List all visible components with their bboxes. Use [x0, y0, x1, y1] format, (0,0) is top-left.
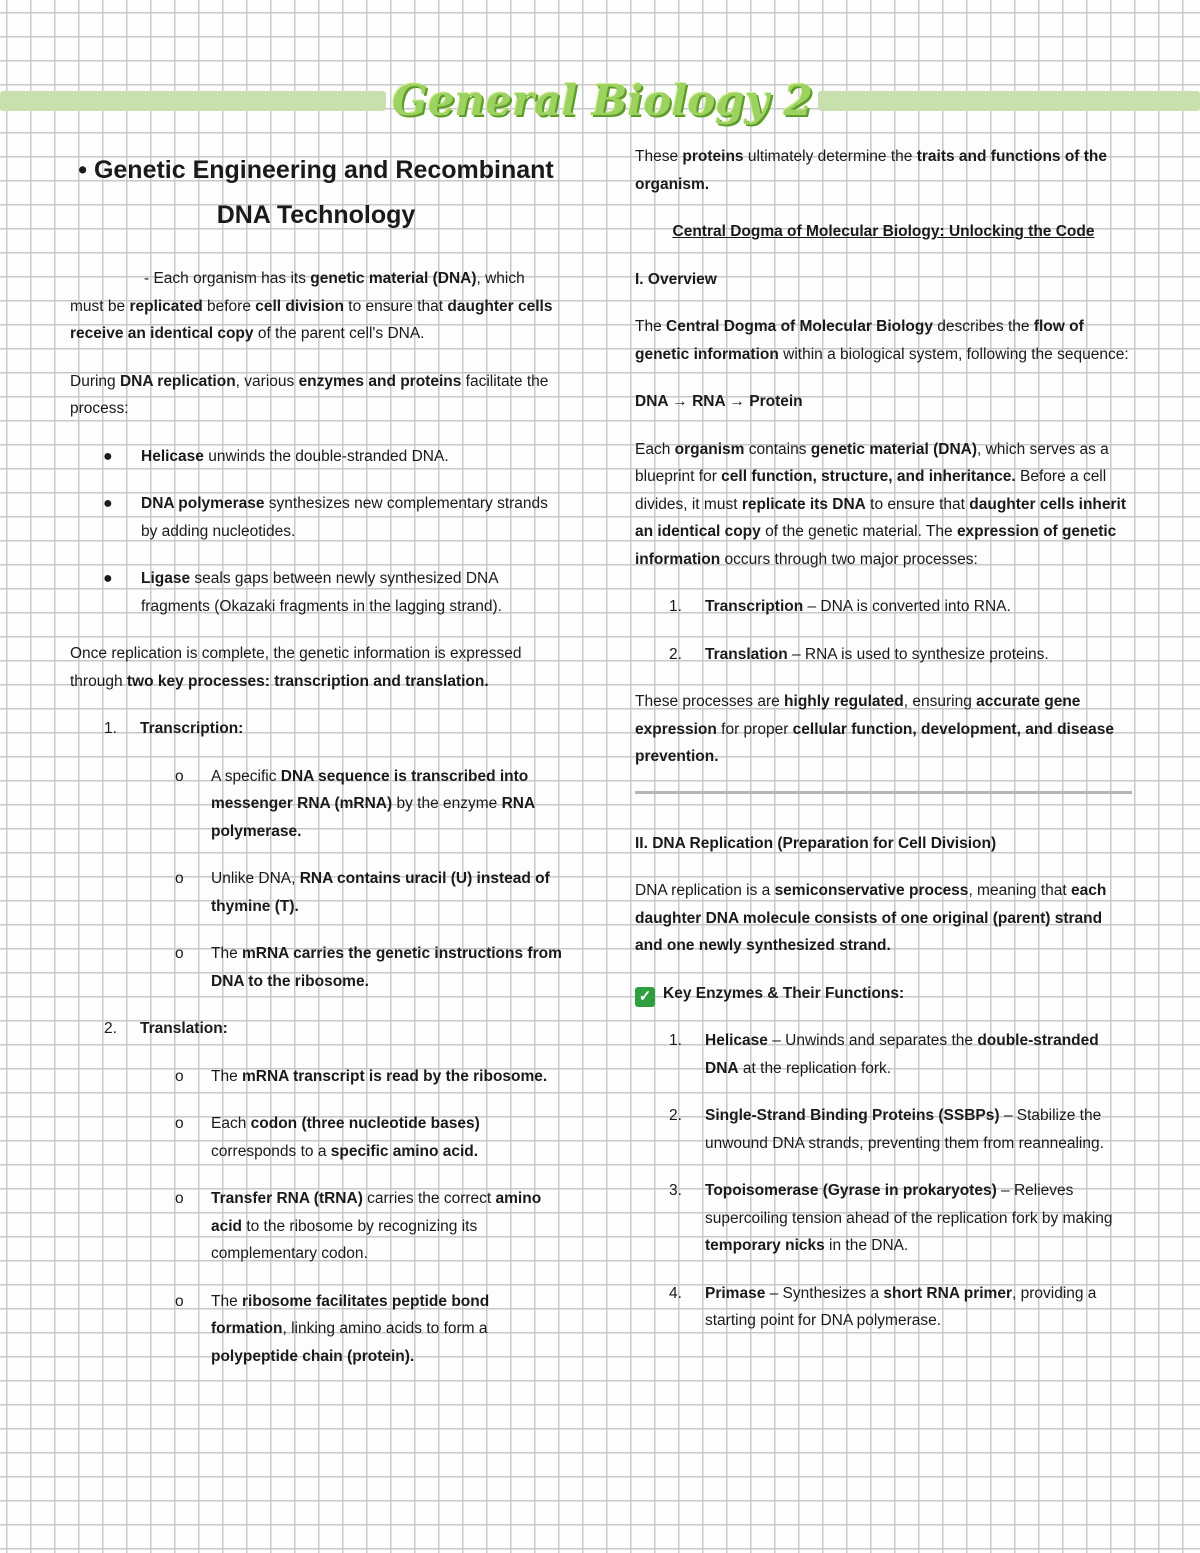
replication-heading: II. DNA Replication (Preparation for Cell Division): [635, 834, 997, 852]
bold-text: cell function, structure, and inheritance.: [721, 468, 1016, 485]
key-enzymes-list: [635, 1027, 1132, 1335]
bold-text: accurate gene expression: [635, 693, 1081, 738]
horizontal-divider: [635, 791, 1132, 794]
text-run: , ensuring: [903, 693, 977, 710]
checkbox-icon: ✓: [635, 987, 655, 1007]
list-text: [705, 1285, 1096, 1330]
sub-bullet-text: [211, 945, 562, 990]
text-run: describes the: [933, 318, 1034, 335]
text-run: ultimately determine the: [743, 148, 917, 165]
text-run: Unlike DNA,: [211, 870, 300, 887]
text-run: , which must be: [70, 270, 525, 315]
bold-text: Transcription: [705, 598, 804, 615]
central-dogma-title: Central Dogma of Molecular Biology: Unlocking the Code: [672, 223, 1095, 240]
circle-bullet-icon: o: [175, 767, 184, 785]
list-text: [705, 1182, 1113, 1254]
list-number: 1.: [104, 720, 117, 737]
bold-text: polypeptide chain (protein).: [211, 1347, 415, 1365]
bold-text: daughter cells inherit an identical copy: [635, 495, 1127, 540]
bullet-text: [141, 495, 548, 540]
bold-text: genetic material (DNA): [810, 440, 977, 458]
circle-bullet-icon: o: [175, 945, 184, 962]
bold-text: enzymes and proteins: [298, 372, 462, 390]
bold-text: specific amino acid.: [330, 1142, 479, 1160]
bold-text: each daughter DNA molecule consists of one original (parent) strand and one newly synthesized strand.: [635, 882, 1107, 954]
bold-text: daughter cells receive an identical copy: [70, 297, 553, 342]
text-run: - Each organism has its: [144, 270, 311, 287]
organism-paragraph: [635, 436, 1132, 574]
circle-bullet-icon: o: [175, 1115, 184, 1132]
page-header: [0, 76, 1200, 132]
text-run: before: [202, 297, 256, 315]
list-number: 3.: [669, 1182, 682, 1199]
bold-text: traits and functions of the organism.: [635, 148, 1108, 193]
bold-text: organism: [674, 440, 745, 458]
bold-text: Single-Strand Binding Proteins (SSBPs): [705, 1107, 1000, 1124]
semiconservative-paragraph: [635, 877, 1132, 960]
bold-text: DNA replication: [119, 372, 236, 390]
sub-bullet-text: [211, 768, 535, 840]
bold-text: DNA sequence is transcribed into messenger RNA (mRNA): [211, 767, 529, 812]
text-run: , meaning that: [968, 882, 1071, 899]
text-run: unwinds the double-stranded DNA.: [203, 447, 449, 465]
list-number: 1.: [669, 598, 682, 615]
replication-paragraph: [70, 368, 562, 423]
bold-text: ribosome facilitates peptide bond formation: [211, 1292, 490, 1337]
right-column: [635, 143, 1132, 1355]
sub-bullet-text: [211, 1293, 489, 1365]
text-run: – Synthesizes a: [765, 1284, 884, 1302]
dogma-sequence: DNA → RNA → Protein: [635, 393, 803, 410]
text-run: The: [211, 945, 243, 962]
text-run: During: [70, 372, 120, 390]
process-steps-list: [70, 715, 562, 1370]
text-run: The: [211, 1067, 243, 1085]
regulation-paragraph: [635, 688, 1132, 771]
text-run: These: [635, 148, 683, 165]
bold-text: expression of genetic information: [635, 523, 1117, 568]
list-text: [705, 646, 1049, 663]
list-item: [70, 490, 562, 545]
text-run: The: [635, 318, 667, 335]
text-run: at the replication fork.: [738, 1059, 892, 1077]
bold-text: RNA polymerase.: [211, 795, 535, 840]
bold-text: Helicase: [141, 447, 204, 465]
text-run: – Stabilize the unwound DNA strands, preventing them from reannealing.: [705, 1107, 1104, 1152]
text-run: facilitate the process:: [70, 372, 549, 417]
bold-text: replicated: [129, 297, 203, 315]
text-run: Each: [211, 1115, 251, 1132]
sub-list-item: [140, 865, 562, 920]
overview-paragraph: [635, 313, 1132, 368]
sub-bullet-text: [211, 1190, 541, 1262]
list-item: [70, 565, 562, 620]
text-run: , linking amino acids to form a: [282, 1320, 488, 1337]
list-text: [705, 1032, 1099, 1077]
step-label: Transcription:: [140, 720, 244, 737]
sub-bullet-list: [140, 1063, 562, 1371]
text-run: A specific: [211, 767, 281, 785]
major-processes-list: [635, 593, 1132, 668]
bold-text: semiconservative process: [774, 882, 969, 899]
list-text: [705, 1107, 1104, 1152]
list-item: [70, 1015, 562, 1370]
proteins-paragraph: [635, 143, 1132, 198]
sub-bullet-list: [140, 763, 562, 996]
list-item: [70, 715, 562, 995]
section-heading: • Genetic Engineering and Recombinant DNA Technology: [78, 156, 554, 229]
text-run: – RNA is used to synthesize proteins.: [787, 645, 1049, 663]
bullet-icon: ●: [103, 570, 113, 587]
text-run: – DNA is converted into RNA.: [803, 598, 1011, 615]
text-run: to ensure that: [865, 495, 970, 513]
bold-text: flow of genetic information: [635, 318, 1084, 363]
circle-bullet-icon: o: [175, 1067, 184, 1085]
bold-text: Topoisomerase (Gyrase in prokaryotes): [705, 1182, 997, 1199]
list-item: [635, 593, 1132, 621]
text-run: , providing a starting point for DNA polymerase.: [705, 1284, 1097, 1329]
text-run: DNA replication is a: [635, 882, 775, 899]
bold-text: cellular function, development, and disease prevention.: [635, 720, 1114, 765]
bullet-icon: ●: [103, 447, 113, 465]
text-run: The: [211, 1292, 243, 1310]
bold-text: replicate its DNA: [741, 495, 866, 513]
text-run: in the DNA.: [824, 1237, 909, 1254]
text-run: – Relieves supercoiling tension ahead of the replication fork by making: [705, 1182, 1113, 1227]
sub-list-item: [140, 940, 562, 995]
bold-text: double-stranded DNA: [705, 1032, 1099, 1077]
sub-list-item: [140, 1185, 562, 1268]
overview-heading: I. Overview: [635, 270, 717, 288]
list-number: 2.: [669, 1107, 682, 1124]
list-item: [635, 1102, 1132, 1157]
bold-text: highly regulated: [784, 693, 904, 710]
sub-bullet-text: [211, 1115, 480, 1160]
text-run: occurs through two major processes:: [720, 550, 978, 568]
sub-list-item: [140, 763, 562, 846]
bold-text: cell division: [255, 297, 344, 315]
bold-text: Ligase: [141, 570, 191, 587]
bold-text: genetic material (DNA): [310, 270, 477, 287]
text-run: by the enzyme: [392, 795, 502, 812]
sub-bullet-text: [211, 870, 550, 915]
header-bar-right: [818, 91, 1200, 111]
list-number: 1.: [669, 1032, 682, 1049]
list-number: 2.: [669, 645, 682, 663]
intro-paragraph: [70, 265, 562, 348]
text-run: to the ribosome by recognizing its complementary codon.: [211, 1217, 478, 1262]
expression-paragraph: [70, 640, 562, 695]
text-run: corresponds to a: [211, 1142, 331, 1160]
text-run: seals gaps between newly synthesized DNA fragments (Okazaki fragments in the lagging strand).: [141, 570, 502, 615]
list-item: [635, 1027, 1132, 1082]
sub-list-item: [140, 1063, 562, 1091]
bold-text: short RNA primer: [883, 1284, 1012, 1302]
text-run: These processes are: [635, 693, 785, 710]
bold-text: mRNA transcript is read by the ribosome.: [242, 1067, 548, 1085]
circle-bullet-icon: o: [175, 870, 184, 887]
circle-bullet-icon: o: [175, 1292, 184, 1310]
list-item: [635, 1177, 1132, 1260]
bullet-text: [141, 570, 502, 615]
bold-text: Central Dogma of Molecular Biology: [666, 318, 933, 335]
bold-text: Helicase: [705, 1032, 768, 1049]
bold-text: temporary nicks: [705, 1237, 825, 1254]
bold-text: Transfer RNA (tRNA): [211, 1190, 363, 1207]
list-number: 4.: [669, 1284, 682, 1302]
bold-text: amino acid: [211, 1190, 542, 1235]
circle-bullet-icon: o: [175, 1190, 184, 1207]
left-column: [70, 148, 562, 1390]
text-run: , various: [235, 372, 299, 390]
text-run: contains: [744, 440, 811, 458]
header-bar-left: [0, 91, 386, 111]
page-title: General Biology 2: [392, 76, 813, 125]
text-run: , which serves as a blueprint for: [635, 440, 1109, 485]
text-run: to ensure that: [343, 297, 448, 315]
text-run: for proper: [716, 720, 793, 738]
text-run: Once replication is complete, the genetic information is expressed through: [70, 645, 522, 690]
text-run: – Unwinds and separates the: [767, 1032, 978, 1049]
text-run: of the genetic material. The: [760, 523, 957, 540]
sub-bullet-text: [211, 1068, 547, 1085]
list-item: [635, 641, 1132, 669]
text-run: of the parent cell's DNA.: [253, 325, 425, 342]
bullet-icon: ●: [103, 495, 113, 512]
bold-text: mRNA carries the genetic instructions from DNA to the ribosome.: [211, 945, 562, 990]
bold-text: codon (three nucleotide bases): [250, 1115, 480, 1132]
sub-list-item: [140, 1110, 562, 1165]
list-number: 2.: [104, 1020, 117, 1037]
bullet-text: [141, 448, 449, 465]
bold-text: RNA contains uracil (U) instead of thymine (T).: [211, 870, 550, 915]
bold-text: Primase: [705, 1284, 766, 1302]
bold-text: two key processes: transcription and translation.: [126, 672, 489, 690]
text-run: within a biological system, following the sequence:: [778, 345, 1129, 363]
text-run: synthesizes new complementary strands by adding nucleotides.: [141, 495, 548, 540]
text-run: Each: [635, 440, 675, 458]
text-run: Before a cell divides, it must: [635, 468, 1107, 513]
enzyme-bullet-list: [70, 443, 562, 621]
bold-text: Translation: [705, 645, 788, 663]
step-label: Translation:: [140, 1020, 228, 1037]
key-enzymes-heading: ✓ Key Enzymes & Their Functions:: [635, 980, 1132, 1008]
bold-text: proteins: [682, 148, 744, 165]
bold-text: DNA polymerase: [141, 495, 265, 512]
list-text: [705, 598, 1011, 615]
list-item: [635, 1280, 1132, 1335]
list-item: [70, 443, 562, 471]
text-run: carries the correct: [362, 1190, 496, 1207]
sub-list-item: [140, 1288, 562, 1371]
